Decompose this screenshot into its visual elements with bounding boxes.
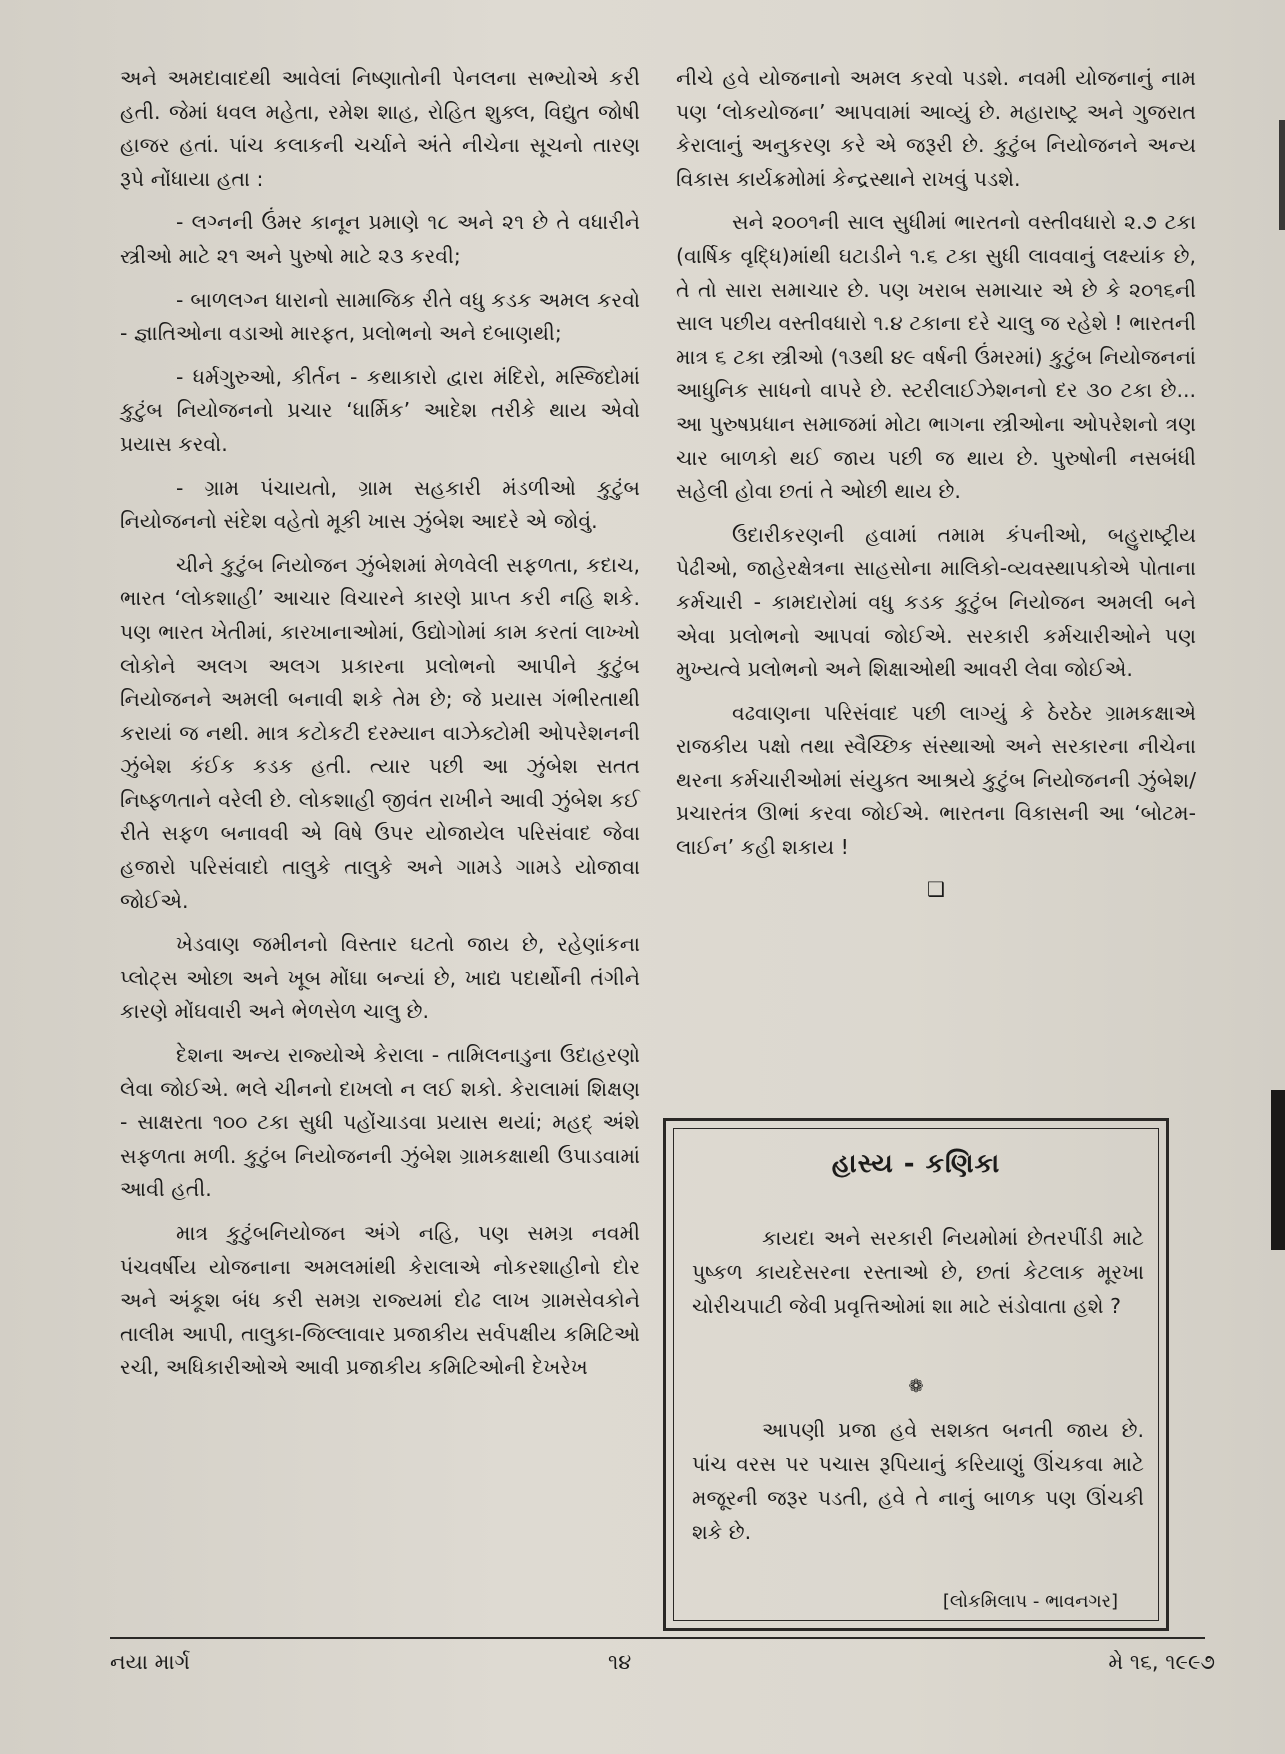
footer-rule: [110, 1637, 1205, 1639]
left-paragraph-2: - લગ્નની ઉંમર કાનૂન પ્રમાણે ૧૮ અને ૨૧ છે તે વધારીને સ્ત્રીઓ માટે ૨૧ અને પુરુષો માટે ૨૩ કરવી;: [120, 210, 640, 268]
humor-box-title: હાસ્ય - કણિકા: [831, 1149, 1001, 1179]
right-paragraph-3: ઉદારીકરણની હવામાં તમામ કંપનીઓ, બહુરાષ્ટ્રીય પેઢીઓ, જાહેરક્ષેત્રના સાહસોના માલિકો-વ્યવસ્થાપકોએ પોતાના કર્મચારી - કામદારોમાં વધુ કડક કુટુંબ નિયોજન અમલી બને એવા પ્રલોભનો આપવાં જોઈએ. સરકારી કર્મચારીઓને પણ મુખ્યત્વે પ્રલોભનો અને શિક્ષાઓથી આવરી લેવા જોઈએ.: [676, 522, 1196, 682]
footer-publication: નયા માર્ગ: [110, 1650, 190, 1674]
binding-shadow: [1271, 1090, 1285, 1250]
footer-page-number: ૧૪: [608, 1650, 632, 1674]
humor-text-1: કાયદા અને સરકારી નિયમોમાં છેતરપીંડી માટે પુષ્કળ કાયદેસરના રસ્તાઓ છે, છતાં કેટલાક મૂરખા ચોરીચપાટી જેવી પ્રવૃત્તિઓમાં શા માટે સંડોવાતા હશે ?: [692, 1226, 1144, 1318]
left-paragraph-6: ચીને કુટુંબ નિયોજન ઝુંબેશમાં મેળવેલી સફળતા, કદાચ, ભારત ‘લોકશાહી’ આચાર વિચારને કારણે પ્રાપ્ત કરી નહિ શકે. પણ ભારત ખેતીમાં, કારખાનાઓમાં, ઉદ્યોગોમાં કામ કરતાં લાખ્ખો લોકોને અલગ અલગ પ્રકારના પ્રલોભનો આપીને કુટુંબ નિયોજનને અમલી બનાવી શકે તેમ છે; જે પ્રયાસ ગંભીરતાથી કરાયાં જ નથી. માત્ર કટોકટી દરમ્યાન વાઝેક્ટોમી ઓપરેશનની ઝુંબેશ કંઈક કડક હતી. ત્યાર પછી આ ઝુંબેશ સતત નિષ્ફળતાને વરેલી છે. લોકશાહી જીવંત રાખીને આવી ઝુંબેશ કઈ રીતે સફળ બનાવવી એ વિષે ઉપર યોજાયેલ પરિસંવાદ જેવા હજારો પરિસંવાદો તાલુકે તાલુકે અને ગામડે ગામડે યોજાવા જોઈએ.: [120, 552, 640, 913]
humor-box-separator-icon: ❁: [908, 1376, 924, 1397]
humor-text-2: આપણી પ્રજા હવે સશક્ત બનતી જાય છે. પાંચ વરસ પર પચાસ રૂપિયાનું કરિયાણું ઊંચકવા માટે મજૂરની જરૂર પડતી, હવે તે નાનું બાળક પણ ઊંચકી શકે છે.: [692, 1418, 1144, 1544]
left-paragraph-9: માત્ર કુટુંબનિયોજન અંગે નહિ, પણ સમગ્ર નવમી પંચવર્ષીય યોજનાના અમલમાંથી કેરાલાએ નોકરશાહીનો દોર અને અંકૂશ બંધ કરી સમગ્ર રાજ્યમાં દોઢ લાખ ગ્રામસેવકોને તાલીમ આપી, તાલુકા-જિલ્લાવાર પ્રજાકીય સર્વપક્ષીય કમિટિઓ રચી, અધિકારીઓએ આવી પ્રજાકીય કમિટિઓની દેખરેખ: [120, 1221, 640, 1380]
right-column: [676, 62, 1196, 903]
binding-shadow-top: [1279, 120, 1285, 230]
right-paragraph-2: સને ૨૦૦૧ની સાલ સુધીમાં ભારતનો વસ્તીવધારો ૨.૭ ટકા (વાર્ષિક વૃદ્ધિ)માંથી ઘટાડીને ૧.૬ ટકા સુધી લાવવાનું લક્ષ્યાંક છે, તે તો સારા સમાચાર છે. પણ ખરાબ સમાચાર એ છે કે ૨૦૧૬ની સાલ પછીય વસ્તીવધારો ૧.૪ ટકાના દરે ચાલુ જ રહેશે ! ભારતની માત્ર ૬ ટકા સ્ત્રીઓ (૧૩થી ૪૯ વર્ષની ઉંમરમાં) કુટુંબ નિયોજનનાં આધુનિક સાધનો વાપરે છે. સ્ટરીલાઈઝેશનનો દર ૩૦ ટકા છે... આ પુરુષપ્રધાન સમાજમાં મોટા ભાગના સ્ત્રીઓના ઓપરેશનો ત્રણ ચાર બાળકો થઈ જાય પછી જ થાય છે. પુરુષોની નસબંધી સહેલી હોવા છતાં તે ઓછી થાય છે.: [676, 210, 1196, 504]
left-paragraph-7: ખેડવાણ જમીનનો વિસ્તાર ઘટતો જાય છે, રહેણાંકના પ્લોટ્સ ઓછા અને ખૂબ મોંઘા બન્યાં છે, ખાદ્ય પદાર્થોની તંગીને કારણે મોંઘવારી અને ભેળસેળ ચાલુ છે.: [120, 932, 640, 1024]
humor-box-paragraph-2: [692, 1413, 1144, 1549]
right-paragraph-4: વઢવાણના પરિસંવાદ પછી લાગ્યું કે ઠેરઠેર ગ્રામકક્ષાએ રાજકીય પક્ષો તથા સ્વૈચ્છિક સંસ્થાઓ અને સરકારના નીચેના થરના કર્મચારીઓમાં સંયુક્ત આશ્રયે કુટુંબ નિયોજનની ઝુંબેશ/ પ્રચારતંત્ર ઊભાં કરવા જોઈએ. ભારતના વિકાસની આ ‘બોટમ-લાઈન’ કહી શકાય !: [676, 700, 1196, 860]
left-paragraph-8: દેશના અન્ય રાજ્યોએ કેરાલા - તામિલનાડુના ઉદાહરણો લેવા જોઈએ. ભલે ચીનનો દાખલો ન લઈ શકો. કેરાલામાં શિક્ષણ - સાક્ષરતા ૧૦૦ ટકા સુધી પહોંચાડવા પ્રયાસ થયાં; મહદ્ અંશે સફળતા મળી. કુટુંબ નિયોજનની ઝુંબેશ ગ્રામકક્ષાથી ઉપાડવામાં આવી હતી.: [120, 1043, 640, 1202]
left-paragraph-4: - ધર્મગુરુઓ, કીર્તન - કથાકારો દ્વારા મંદિરો, મસ્જિદોમાં કુટુંબ નિયોજનનો પ્રચાર ‘ધાર્મિક’ આદેશ તરીકે થાય એવો પ્રયાસ કરવો.: [120, 364, 640, 456]
humor-box-paragraph-1: [692, 1221, 1144, 1323]
footer-date: મે ૧૬, ૧૯૯૭: [1108, 1650, 1215, 1674]
left-paragraph-1: અને અમદાવાદથી આવેલાં નિષ્ણાતોની પેનલના સભ્યોએ કરી હતી. જેમાં ધવલ મહેતા, રમેશ શાહ, રોહિત શુક્લ, વિદ્યુત જોષી હાજર હતાં. પાંચ કલાકની ચર્ચાને અંતે નીચેના સૂચનો તારણ રૂપે નોંધાયા હતા :: [120, 66, 640, 191]
left-column: [120, 62, 640, 1395]
right-paragraph-1: નીચે હવે યોજનાનો અમલ કરવો પડશે. નવમી યોજનાનું નામ પણ ‘લોકયોજના’ આપવામાં આવ્યું છે. મહારાષ્ટ્ર અને ગુજરાત કેરાલાનું અનુકરણ કરે એ જરૂરી છે. કુટુંબ નિયોજનને અન્ય વિકાસ કાર્યક્રમોમાં કેન્દ્રસ્થાને રાખવું પડશે.: [676, 66, 1196, 191]
humor-box: [663, 1118, 1169, 1631]
left-paragraph-3: - બાળલગ્ન ધારાનો સામાજિક રીતે વધુ કડક અમલ કરવો - જ્ઞાતિઓના વડાઓ મારફત, પ્રલોભનો અને દબાણથી;: [120, 287, 640, 346]
article-end-mark: ❑: [927, 876, 945, 901]
humor-box-source: [લોકમિલાપ - ભાવનગર]: [942, 1591, 1118, 1612]
left-paragraph-5: - ગ્રામ પંચાયતો, ગ્રામ સહકારી મંડળીઓ કુટુંબ નિયોજનનો સંદેશ વહેતો મૂકી ખાસ ઝુંબેશ આદરે એ જોવું.: [120, 475, 640, 534]
